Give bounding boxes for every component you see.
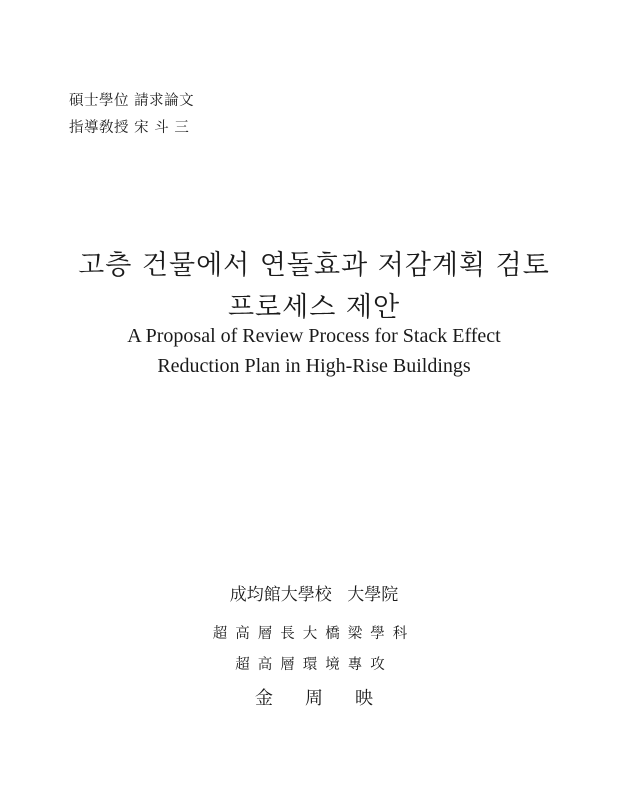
university-name: 成均館大學校 大學院 — [229, 585, 399, 605]
department-name: 超高層長大橋梁學科 — [212, 626, 416, 642]
author-name: 金周映 — [255, 688, 405, 709]
korean-title-line-1: 고층 건물에서 연돌효과 저감계획 검토 — [78, 250, 550, 281]
korean-title-line-2: 프로세스 제안 — [227, 292, 401, 323]
degree-label: 碩士學位 請求論文 — [69, 93, 195, 109]
major-name: 超高層環境專攻 — [235, 657, 393, 673]
advisor-label: 指導敎授 宋 斗 三 — [69, 120, 190, 136]
english-title-line-1: A Proposal of Review Process for Stack Effect — [127, 325, 501, 347]
english-title-line-2: Reduction Plan in High-Rise Buildings — [157, 355, 471, 377]
